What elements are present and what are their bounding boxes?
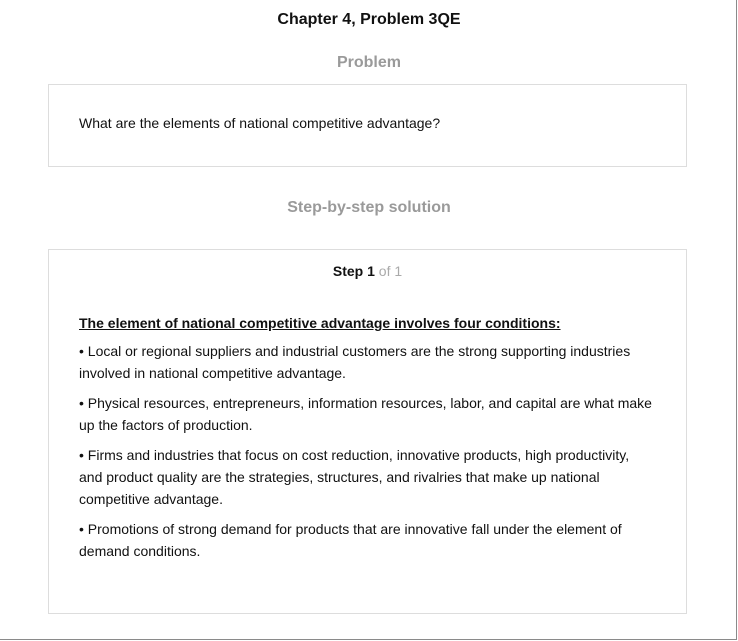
step-indicator [49,263,686,279]
solution-point: • Physical resources, entrepreneurs, information resources, labor, and capital are what make up the factors of production. [79,395,652,433]
step-number: 1 [367,263,375,279]
page-title: Chapter 4, Problem 3QE [277,11,461,28]
solution-point: • Firms and industries that focus on cost reduction, innovative products, high productivity, and product quality are the strategies, structures, and rivalries that make up national competitive advantage. [79,447,630,507]
solution-box [48,249,687,614]
problem-box [48,84,687,167]
problem-section-label: Problem [336,54,401,71]
solution-point: • Promotions of strong demand for products that are innovative fall under the element of demand conditions. [79,521,622,559]
step-word: Step [332,263,364,279]
solution-section-label: Step-by-step solution [287,199,451,216]
solution-body [79,312,654,570]
solution-point: • Local or regional suppliers and industrial customers are the strong supporting industries involved in national competitive advantage. [79,343,631,381]
solution-heading: The element of national competitive advantage involves four conditions: [79,315,561,331]
step-of-total: of 1 [378,263,403,279]
problem-question: What are the elements of national competitive advantage? [79,115,441,131]
